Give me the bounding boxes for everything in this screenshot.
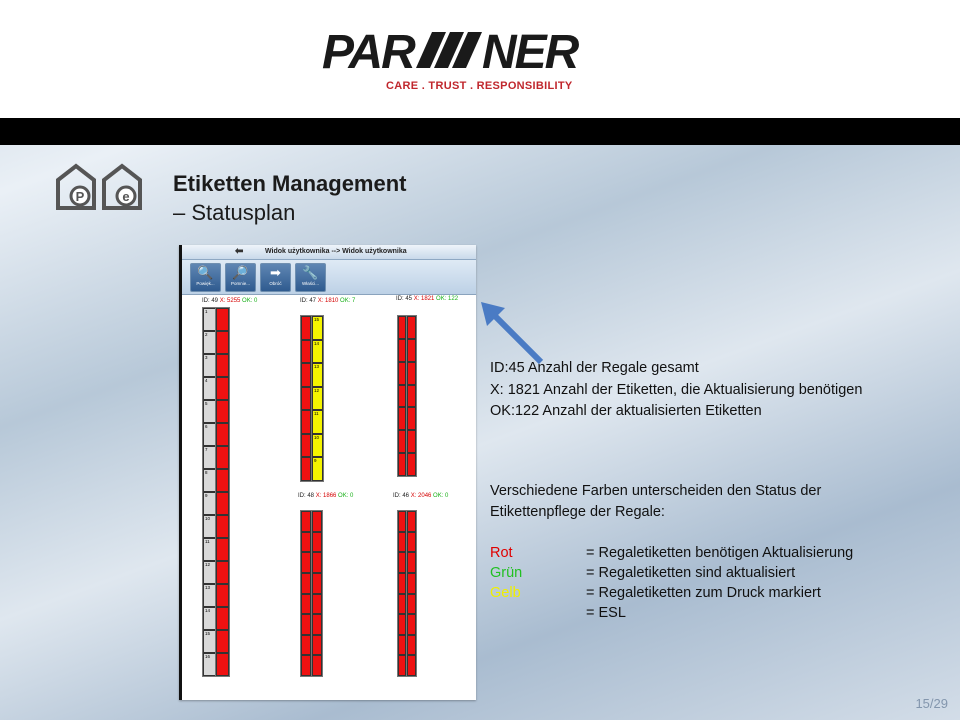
rack-id: ID: 47 [300, 298, 317, 304]
rack-x: X: 2046 [410, 493, 432, 499]
shelf-cell[interactable] [216, 423, 229, 446]
shelf-cell[interactable] [216, 354, 229, 377]
shelf-cell[interactable] [312, 552, 322, 573]
status-plan-app-window [179, 245, 476, 700]
shelf-cell[interactable] [407, 362, 416, 385]
shelf-cell[interactable] [398, 453, 406, 476]
legend-name: Grün [490, 565, 523, 581]
legend-item-yellow [490, 585, 821, 601]
shelf-cell[interactable]: 13 [312, 363, 323, 387]
shelf-cell[interactable] [216, 561, 229, 584]
rack-header-45 [396, 296, 458, 302]
shelf-cell[interactable] [216, 630, 229, 653]
colors-intro-line2: Etikettenpflege der Regale: [490, 504, 665, 520]
shelf-cell[interactable]: 13 [203, 584, 216, 607]
properties-button[interactable] [295, 263, 326, 292]
shelf-cell[interactable]: 9 [203, 492, 216, 515]
rack-id: ID: 46 [393, 493, 410, 499]
shelf-cell[interactable]: 10 [312, 434, 323, 458]
info-line-id: ID:45 Anzahl der Regale gesamt [490, 360, 699, 376]
shelf-cell[interactable]: 2 [203, 331, 216, 354]
shelf-cell[interactable]: 10 [203, 515, 216, 538]
shelf-cell[interactable]: 6 [203, 423, 216, 446]
colors-intro-line1: Verschiedene Farben unterscheiden den Status der [490, 483, 822, 499]
shelf-cell[interactable] [312, 594, 322, 615]
shelf-cell[interactable] [301, 614, 311, 635]
rack-49-column-right[interactable] [215, 307, 230, 677]
header-bar [0, 118, 960, 145]
properties-label: Właści... [301, 281, 319, 286]
shelf-cell[interactable] [407, 339, 416, 362]
rack-id: ID: 49 [202, 298, 219, 304]
rack-ok: OK: 0 [338, 493, 354, 499]
zoom-out-icon: 🔎 [232, 265, 249, 280]
shelf-cell[interactable] [301, 532, 311, 553]
rack-header-48 [298, 493, 353, 499]
zoom-in-label: Powięk... [196, 281, 215, 286]
shelf-cell[interactable]: 3 [203, 354, 216, 377]
shelf-cell[interactable]: 12 [312, 387, 323, 411]
legend-desc: = Regaletiketten zum Druck markiert [586, 585, 821, 601]
shelf-cell[interactable] [407, 552, 416, 573]
shelf-cell[interactable] [216, 607, 229, 630]
shelf-cell[interactable] [216, 400, 229, 423]
shelf-cell[interactable]: 9 [312, 457, 323, 481]
shelf-cell[interactable]: 1 [203, 308, 216, 331]
shelf-cell[interactable] [312, 614, 322, 635]
shelf-cell[interactable] [301, 635, 311, 656]
slide-subtitle: – Statusplan [173, 200, 296, 225]
shelf-cell[interactable] [216, 308, 229, 331]
shelf-cell[interactable] [301, 655, 311, 676]
shelf-cell[interactable] [398, 316, 406, 339]
legend-item-green [490, 565, 796, 581]
shelf-cell[interactable] [407, 594, 416, 615]
shelf-cell[interactable]: 7 [203, 446, 216, 469]
shelf-cell[interactable]: 4 [203, 377, 216, 400]
shelf-cell[interactable] [398, 552, 406, 573]
tagline: CARE . TRUST . RESPONSIBILITY [386, 80, 573, 92]
shelf-cell[interactable] [216, 584, 229, 607]
rack-id: ID: 45 [396, 296, 413, 302]
app-title: Widok użytkownika --> Widok użytkownika [265, 248, 407, 255]
shelf-cell[interactable] [398, 385, 406, 408]
shelf-cell[interactable] [301, 316, 311, 340]
shelf-cell[interactable] [301, 363, 311, 387]
shelf-cell[interactable] [301, 594, 311, 615]
shelf-cell[interactable]: 14 [312, 340, 323, 364]
shelf-cell[interactable]: 14 [203, 607, 216, 630]
back-arrow-icon[interactable]: ⬅ [235, 246, 244, 257]
rotate-button[interactable] [260, 263, 291, 292]
legend-desc: = Regaletiketten sind aktualisiert [586, 565, 796, 581]
zoom-in-button[interactable] [190, 263, 221, 292]
header [0, 0, 960, 118]
shelf-cell[interactable] [216, 653, 229, 676]
rack-ok: OK: 0 [433, 493, 449, 499]
shelf-cell[interactable]: 8 [203, 469, 216, 492]
rack-ok: OK: 7 [340, 298, 356, 304]
wrench-icon: 🔧 [302, 265, 319, 280]
shelf-cell[interactable]: 11 [312, 410, 323, 434]
rack-x: X: 1810 [317, 298, 339, 304]
page-number: 15/29 [915, 696, 948, 711]
shelf-cell[interactable] [216, 469, 229, 492]
price-esl-tags-icon [54, 162, 146, 212]
rotate-label: Obróć [269, 281, 282, 286]
shelf-cell[interactable] [407, 573, 416, 594]
rack-ok: OK: 0 [242, 298, 258, 304]
zoom-out-label: Pomnie... [230, 281, 250, 286]
rack-x: X: 5255 [219, 298, 241, 304]
shelf-cell[interactable] [398, 614, 406, 635]
shelf-cell[interactable]: 15 [203, 630, 216, 653]
shelf-cell[interactable] [216, 377, 229, 400]
shelf-cell[interactable] [407, 453, 416, 476]
rack-x: X: 1866 [315, 493, 337, 499]
zoom-in-icon: 🔍 [197, 265, 214, 280]
shelf-cell[interactable] [398, 407, 406, 430]
shelf-cell[interactable] [216, 515, 229, 538]
shelf-cell[interactable] [312, 573, 322, 594]
shelf-cell[interactable] [407, 655, 416, 676]
slide-title: Etiketten Management [173, 171, 407, 196]
legend-name: Rot [490, 545, 513, 561]
shelf-cell[interactable]: 15 [312, 316, 323, 340]
shelf-cell[interactable] [407, 385, 416, 408]
rack-x: X: 1821 [413, 296, 435, 302]
shelf-cell[interactable] [312, 511, 322, 532]
shelf-cell[interactable] [407, 407, 416, 430]
shelf-cell[interactable] [398, 635, 406, 656]
shelf-cell[interactable] [301, 340, 311, 364]
shelf-cell[interactable] [398, 362, 406, 385]
shelf-cell[interactable] [407, 430, 416, 453]
shelf-cell[interactable] [301, 552, 311, 573]
zoom-out-button[interactable] [225, 263, 256, 292]
rack-id: ID: 48 [298, 493, 315, 499]
shelf-cell[interactable] [398, 339, 406, 362]
rack-45-column-right[interactable] [406, 315, 417, 477]
info-line-x: X: 1821 Anzahl der Etiketten, die Aktualisierung benötigen [490, 382, 863, 398]
shelf-cell[interactable] [312, 635, 322, 656]
svg-text:e: e [122, 189, 130, 204]
shelf-cell[interactable]: 11 [203, 538, 216, 561]
shelf-cell[interactable] [407, 635, 416, 656]
partner-logo [320, 18, 640, 76]
shelf-cell[interactable] [312, 532, 322, 553]
shelf-cell[interactable]: 16 [203, 653, 216, 676]
svg-text:PAR: PAR [322, 26, 414, 76]
shelf-cell[interactable] [398, 430, 406, 453]
shelf-cell[interactable]: 5 [203, 400, 216, 423]
shelf-cell[interactable]: 12 [203, 561, 216, 584]
shelf-cell[interactable] [301, 410, 311, 434]
app-title-bar [182, 245, 476, 260]
shelf-cell[interactable] [398, 532, 406, 553]
shelf-cell[interactable] [301, 457, 311, 481]
svg-text:P: P [75, 189, 85, 204]
shelf-cell[interactable] [216, 446, 229, 469]
legend-desc: = Regaletiketten benötigen Aktualisierung [586, 545, 854, 561]
shelf-cell[interactable] [398, 594, 406, 615]
shelf-cell[interactable] [216, 492, 229, 515]
shelf-cell[interactable] [301, 573, 311, 594]
shelf-cell[interactable] [301, 434, 311, 458]
rack-46-column-right[interactable] [406, 510, 417, 677]
shelf-cell[interactable] [398, 573, 406, 594]
svg-text:NER: NER [482, 26, 578, 76]
shelf-cell[interactable] [407, 532, 416, 553]
rack-header-49 [202, 298, 257, 304]
shelf-cell[interactable] [216, 538, 229, 561]
shelf-cell[interactable] [301, 387, 311, 411]
shelf-cell[interactable] [312, 655, 322, 676]
rack-header-46 [393, 493, 448, 499]
shelf-cell[interactable] [398, 655, 406, 676]
rotate-arrow-icon: ➡ [270, 265, 281, 280]
legend-name: Gelb [490, 585, 521, 601]
shelf-cell[interactable] [301, 511, 311, 532]
shelf-cell[interactable] [407, 511, 416, 532]
legend-item-red [490, 545, 854, 561]
rack-48-column-right[interactable] [311, 510, 323, 677]
info-line-ok: OK:122 Anzahl der aktualisierten Etiketten [490, 403, 762, 419]
shelf-cell[interactable] [216, 331, 229, 354]
shelf-cell[interactable] [407, 316, 416, 339]
rack-47-column-right[interactable] [311, 315, 324, 482]
legend-desc: = ESL [586, 605, 626, 621]
rack-header-47 [300, 298, 355, 304]
shelf-cell[interactable] [407, 614, 416, 635]
shelf-cell[interactable] [398, 511, 406, 532]
rack-ok: OK: 122 [436, 296, 459, 302]
app-toolbar [182, 260, 476, 295]
